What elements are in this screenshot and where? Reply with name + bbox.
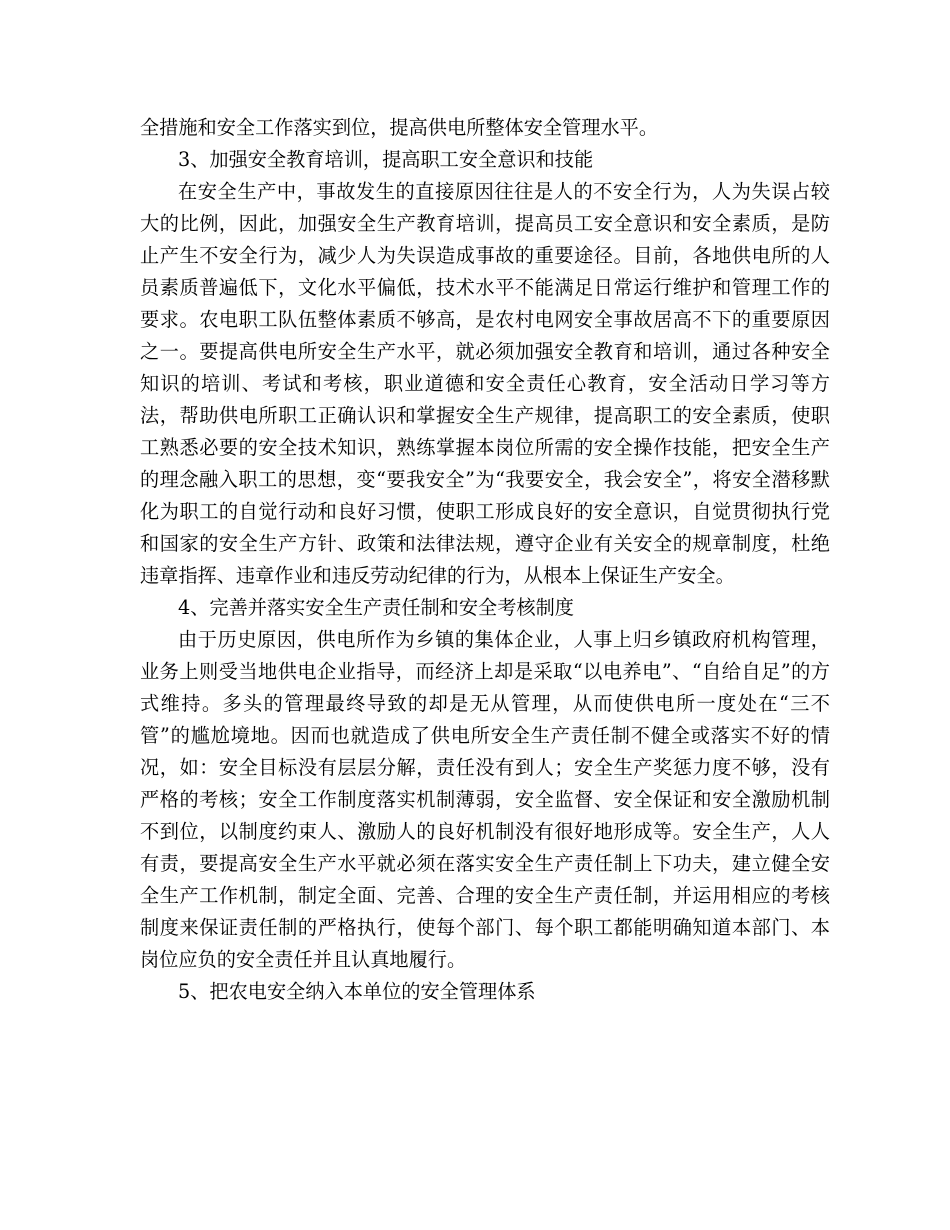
paragraph-continuation: 全措施和安全工作落实到位，提高供电所整体安全管理水平。: [140, 116, 659, 139]
paragraph-safety-training: 在安全生产中，事故发生的直接原因往往是人的不安全行为，人为失误占较大的比例，因此，加强安全生产教育培训，提高员工安全意识和安全素质，是防止产生不安全行为，减少人为失误造成事故的重要途径。目前，各地供电所的人员素质普遍低下，文化水平偏低，技术水平不能满足日常运行维护和管理工作的要求。农电职工队伍整体素质不够高，是农村电网安全事故居高不下的重要原因之一。要提高供电所安全生产水平，就必须加强安全教育和培训，通过各种安全知识的培训、考试和考核，职业道德和安全责任心教育，安全活动日学习等方法，帮助供电所职工正确认识和掌握安全生产规律，提高职工的安全素质，使职工熟悉必要的安全技术知识，熟练掌握本岗位所需的安全操作技能，把安全生产的理念融入职工的思想，变“要我安全”为“我要安全，我会安全”，将安全潜移默化为职工的自觉行动和良好习惯，使职工形成良好的安全意识，自觉贯彻执行党和国家的安全生产方针、政策和法律法规，遵守企业有关安全的规章制度，杜绝违章指挥、违章作业和违反劳动纪律的行为，从根本上保证生产安全。: [140, 180, 830, 587]
section-heading-4: 4、完善并落实安全生产责任制和安全考核制度: [178, 596, 574, 619]
paragraph-responsibility-system: 由于历史原因，供电所作为乡镇的集体企业，人事上归乡镇政府机构管理，业务上则受当地供电企业指导，而经济上却是采取“以电养电”、“自给自足”的方式维持。多头的管理最终导致的却是无从管理，从而使供电所一度处在“三不管”的尴尬境地。因而也就造成了供电所安全生产责任制不健全或落实不好的情况，如：安全目标没有层层分解，责任没有到人；安全生产奖惩力度不够，没有严格的考核；安全工作制度落实机制薄弱，安全监督、安全保证和安全激励机制不到位，以制度约束人、激励人的良好机制没有很好地形成等。安全生产，人人有责，要提高安全生产水平就必须在落实安全生产责任制上下功夫，建立健全安全生产工作机制，制定全面、完善、合理的安全生产责任制，并运用相应的考核制度来保证责任制的严格执行，使每个部门、每个职工都能明确知道本部门、本岗位应负的安全责任并且认真地履行。: [140, 628, 830, 971]
section-heading-5: 5、把农电安全纳入本单位的安全管理体系: [178, 980, 536, 1003]
section-heading-3: 3、加强安全教育培训，提高职工安全意识和技能: [178, 148, 594, 171]
document-body: [140, 112, 830, 1008]
